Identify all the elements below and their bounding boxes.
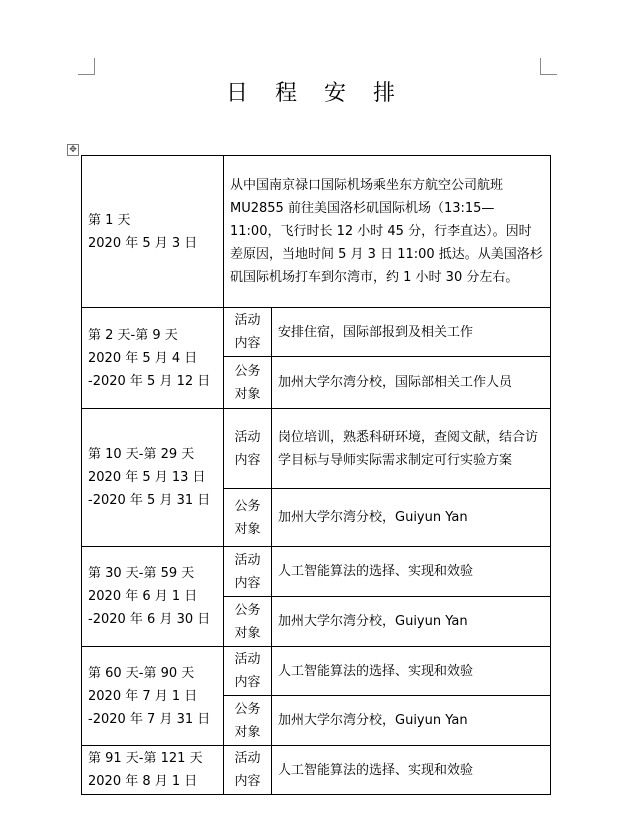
day-range: 第 1 天 bbox=[88, 212, 131, 228]
activity-label: 活动内容 bbox=[224, 746, 272, 795]
day-range: 第 91 天-第 121 天 bbox=[88, 751, 203, 766]
day-cell bbox=[82, 308, 224, 409]
date-range: 2020 年 5 月 3 日 bbox=[88, 235, 198, 251]
itinerary-cell: 从中国南京禄口国际机场乘坐东方航空公司航班 MU2855 前往美国洛杉矶国际机场（13:15—11:00，飞行时长 12 小时 45 分，行李直达）。因时差原因，当地时间 5 月 3 日 11:00 抵达。从美国洛杉矶国际机场打车到尔湾市，约 1 小时 30 分左右。 bbox=[224, 156, 551, 308]
contact-cell: 加州大学尔湾分校，Guiyun Yan bbox=[272, 696, 551, 746]
day-cell bbox=[82, 746, 224, 795]
table-row bbox=[82, 409, 551, 489]
table-row bbox=[82, 647, 551, 696]
contact-label: 公务对象 bbox=[224, 489, 272, 547]
day-range: 第 30 天-第 59 天 bbox=[88, 566, 195, 581]
day-range: 第 60 天-第 90 天 bbox=[88, 665, 195, 681]
date-end: -2020 年 7 月 31 日 bbox=[88, 711, 211, 727]
date-end: -2020 年 6 月 30 日 bbox=[88, 612, 211, 627]
activity-cell: 安排住宿，国际部报到及相关工作 bbox=[272, 308, 551, 357]
activity-label: 活动内容 bbox=[224, 547, 272, 597]
contact-cell: 加州大学尔湾分校，Guiyun Yan bbox=[272, 489, 551, 547]
contact-label: 公务对象 bbox=[224, 597, 272, 647]
day-range: 第 10 天-第 29 天 bbox=[88, 447, 195, 462]
date-end: -2020 年 5 月 31 日 bbox=[88, 493, 211, 508]
contact-label: 公务对象 bbox=[224, 357, 272, 409]
activity-label: 活动内容 bbox=[224, 308, 272, 357]
activity-label: 活动内容 bbox=[224, 647, 272, 696]
table-row bbox=[82, 156, 551, 308]
activity-cell: 岗位培训，熟悉科研环境，查阅文献，结合访学目标与导师实际需求制定可行实验方案 bbox=[272, 409, 551, 489]
activity-label: 活动内容 bbox=[224, 409, 272, 489]
date-end: -2020 年 5 月 12 日 bbox=[88, 373, 211, 389]
day-cell bbox=[82, 547, 224, 647]
activity-cell: 人工智能算法的选择、实现和效验 bbox=[272, 647, 551, 696]
page-title: 日 程 安 排 bbox=[226, 81, 405, 106]
table-row bbox=[82, 308, 551, 357]
schedule-table bbox=[81, 155, 551, 795]
date-start: 2020 年 5 月 4 日 bbox=[88, 350, 198, 366]
table-move-icon[interactable]: ✥ bbox=[67, 144, 79, 156]
contact-label: 公务对象 bbox=[224, 696, 272, 746]
day-cell bbox=[82, 409, 224, 547]
table-row bbox=[82, 746, 551, 795]
date-start: 2020 年 5 月 13 日 bbox=[88, 470, 206, 485]
day-range: 第 2 天-第 9 天 bbox=[88, 327, 178, 343]
day-cell bbox=[82, 156, 224, 308]
table-row bbox=[82, 547, 551, 597]
contact-cell: 加州大学尔湾分校，国际部相关工作人员 bbox=[272, 357, 551, 409]
day-cell bbox=[82, 647, 224, 746]
activity-cell: 人工智能算法的选择、实现和效验 bbox=[272, 547, 551, 597]
date-start: 2020 年 8 月 1 日 bbox=[88, 774, 198, 789]
contact-cell: 加州大学尔湾分校，Guiyun Yan bbox=[272, 597, 551, 647]
activity-cell: 人工智能算法的选择、实现和效验 bbox=[272, 746, 551, 795]
page-corner-mark-top-right bbox=[540, 58, 557, 75]
date-start: 2020 年 6 月 1 日 bbox=[88, 589, 198, 604]
date-start: 2020 年 7 月 1 日 bbox=[88, 688, 198, 704]
page-corner-mark-top-left bbox=[78, 58, 95, 75]
